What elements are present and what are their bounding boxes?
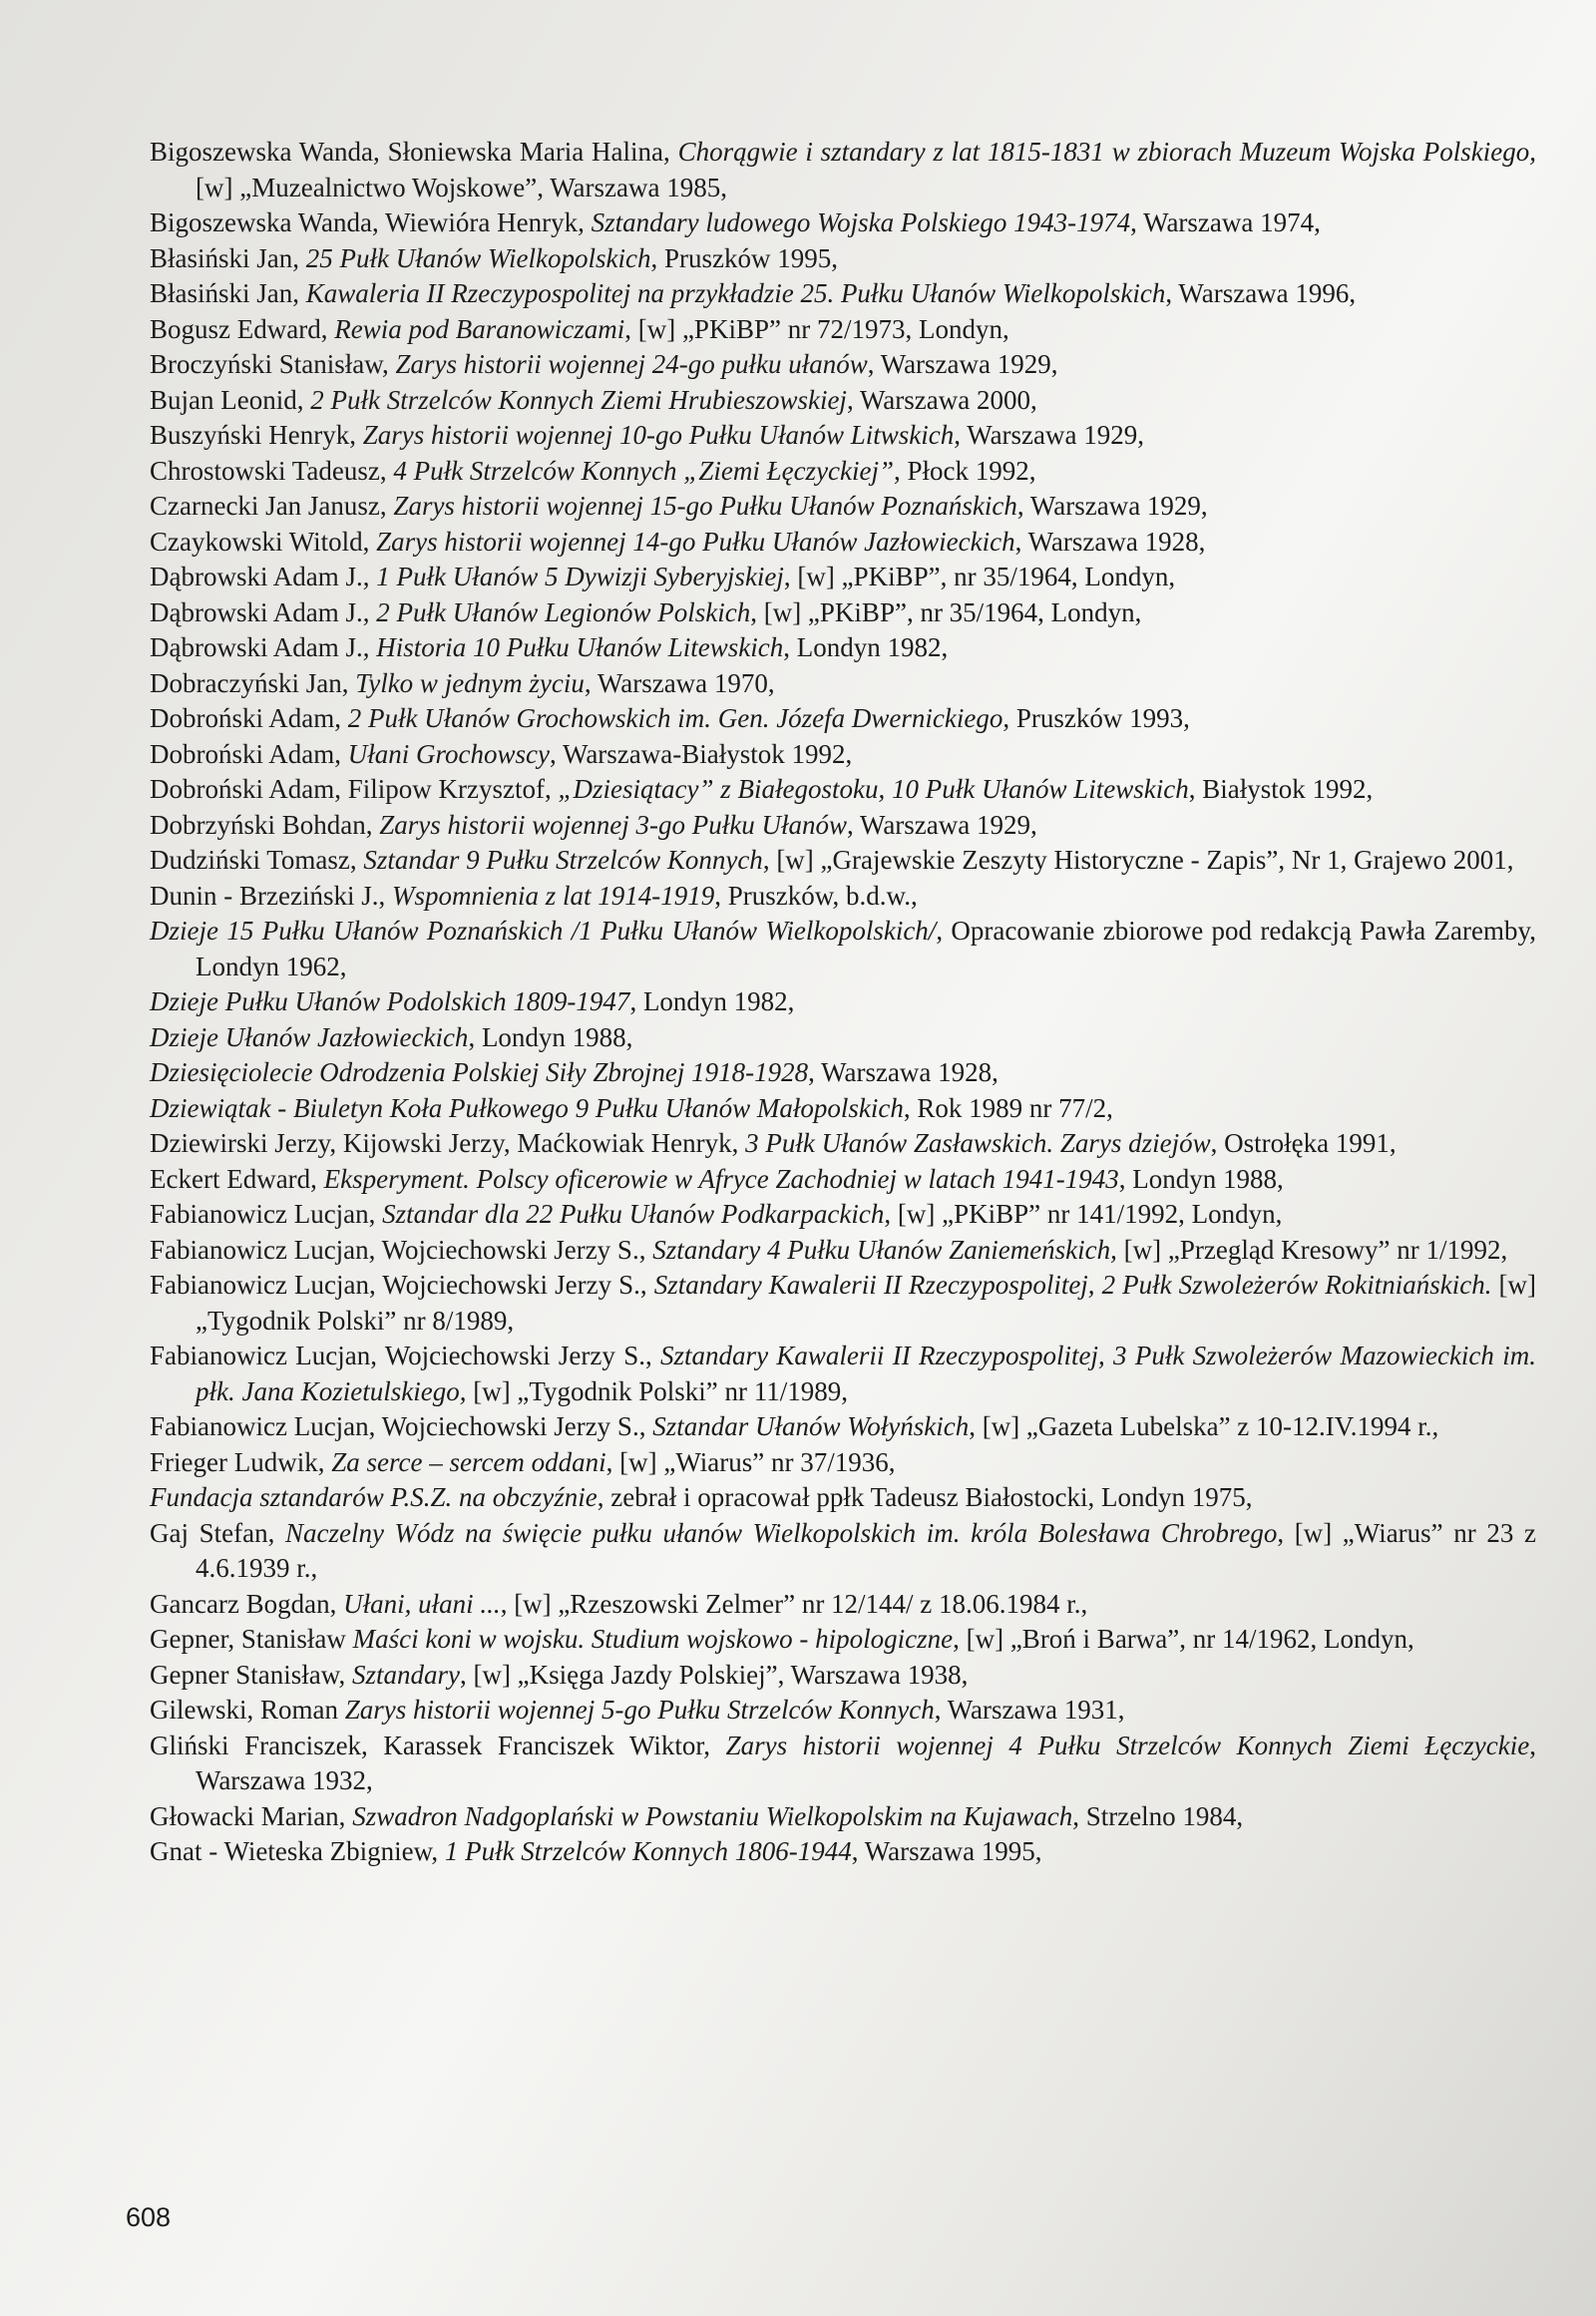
bibliography-entry (150, 843, 1536, 879)
entry-details: , Warszawa 1928, (1014, 526, 1206, 557)
bibliography-entry (150, 1622, 1536, 1658)
entry-author: Bigoszewska Wanda, Słoniewska Maria Halina, (150, 137, 678, 167)
bibliography-entry (150, 879, 1536, 915)
entry-details: , [w] „Broń i Barwa”, nr 14/1962, Londyn, (953, 1624, 1414, 1654)
entry-author: Czaykowski Witold, (150, 526, 377, 557)
entry-author: Dąbrowski Adam J., (150, 632, 377, 662)
entry-title: Sztandary ludowego Wojska Polskiego 1943-1974 (591, 207, 1131, 237)
entry-author: Gancarz Bogdan, (150, 1588, 344, 1619)
entry-details: , Strzelno 1984, (1072, 1800, 1244, 1831)
bibliography-entry (150, 772, 1536, 808)
entry-author: Dobroński Adam, Filipow Krzysztof, (150, 774, 559, 804)
entry-title: 2 Pułk Ułanów Grochowskich im. Gen. Józefa Dwernickiego (347, 703, 1003, 733)
entry-author: Bogusz Edward, (150, 313, 335, 344)
bibliography-entry (150, 383, 1536, 419)
bibliography-entry (150, 737, 1536, 773)
entry-author: Chrostowski Tadeusz, (150, 455, 394, 486)
entry-author: Fabianowicz Lucjan, Wojciechowski Jerzy S., (150, 1234, 653, 1265)
bibliography-entry (150, 489, 1536, 525)
entry-author: Frieger Ludwik, (150, 1446, 332, 1477)
entry-title: Zarys historii wojennej 3-go Pułku Ułanów (379, 809, 847, 840)
entry-details: , [w] „Rzeszowski Zelmer” nr 12/144/ z 18.06.1984 r., (500, 1588, 1088, 1619)
entry-title: Dzieje Pułku Ułanów Podolskich 1809-1947 (150, 986, 630, 1016)
entry-details: , [w] „Księga Jazdy Polskiej”, Warszawa 1938, (459, 1659, 969, 1690)
bibliography-entry (150, 1091, 1536, 1127)
entry-details: , Opracowanie zbiorowe pod redakcją Pawła Zaremby, Londyn 1962, (196, 916, 1536, 981)
entry-author: Bujan Leonid, (150, 384, 311, 415)
entry-details: [w] „Tygodnik Polski” nr 8/1989, (196, 1270, 1536, 1336)
entry-details: , Pruszków 1993, (1002, 703, 1190, 733)
entry-details: , [w] „PKiBP” nr 72/1973, Londyn, (624, 313, 1009, 344)
entry-title: Zarys historii wojennej 14-go Pułku Ułanów Jazłowieckich (376, 526, 1015, 557)
bibliography-entry (150, 1197, 1536, 1233)
entry-title: Sztandary 4 Pułku Ułanów Zaniemeńskich, (652, 1234, 1117, 1265)
entry-title: Historia 10 Pułku Ułanów Litewskich (376, 632, 784, 662)
bibliography-entry (150, 1799, 1536, 1835)
bibliography-entry (150, 241, 1536, 277)
bibliography-entry (150, 1339, 1536, 1409)
entry-author: Fabianowicz Lucjan, Wojciechowski Jerzy S., (150, 1341, 661, 1370)
entry-details: , Pruszków 1995, (650, 242, 838, 273)
entry-author: Dobroński Adam, (150, 738, 348, 769)
entry-author: Bigoszewska Wanda, Wiewióra Henryk, (150, 207, 592, 237)
entry-title: Zarys historii wojennej 5-go Pułku Strzelców Konnych (344, 1695, 935, 1725)
entry-author: Buszyński Henryk, (150, 420, 363, 450)
entry-title: Sztandary (351, 1659, 460, 1690)
entry-details: , Londyn 1988, (468, 1021, 633, 1052)
bibliography-entry (150, 1587, 1536, 1623)
entry-title: Szwadron Nadgoplański w Powstaniu Wielkopolskim na Kujawach (352, 1800, 1073, 1831)
entry-title: Zarys historii wojennej 10-go Pułku Ułanów Litwskich (362, 420, 955, 450)
entry-title: Wspomnienia z lat 1914-1919 (391, 880, 715, 911)
entry-details: , Białystok 1992, (1188, 774, 1374, 804)
bibliography-entry (150, 347, 1536, 383)
bibliography-entry (150, 135, 1536, 205)
bibliography-list (150, 135, 1536, 1870)
entry-title: 25 Pułk Ułanów Wielkopolskich (305, 242, 651, 273)
entry-details: , Pruszków, b.d.w., (714, 880, 918, 911)
bibliography-entry (150, 666, 1536, 702)
entry-details: , Londyn 1982, (629, 986, 795, 1016)
entry-details: , Warszawa 1931, (934, 1695, 1125, 1725)
entry-title: Sztandar 9 Pułku Strzelców Konnych (363, 845, 763, 875)
page-number: 608 (126, 2202, 172, 2232)
entry-details: , [w] „Gazeta Lubelska” z 10-12.IV.1994 r., (969, 1411, 1439, 1441)
entry-details: , Warszawa 1929, (1016, 491, 1208, 521)
bibliography-entry (150, 1055, 1536, 1091)
entry-title: 3 Pułk Ułanów Zasławskich. Zarys dziejów (745, 1128, 1211, 1158)
entry-author: Fabianowicz Lucjan, (150, 1199, 383, 1229)
entry-details: , Londyn 1982, (783, 632, 949, 662)
bibliography-entry (150, 808, 1536, 844)
entry-title: 1 Pułk Ułanów 5 Dywizji Syberyjskiej (376, 562, 784, 591)
bibliography-entry (150, 914, 1536, 984)
entry-title: Naczelny Wódz na święcie pułku ułanów Wielkopolskich im. króla Bolesława Chrobrego (284, 1517, 1278, 1548)
entry-details: , Warszawa 1928, (808, 1057, 998, 1087)
entry-author: Dunin - Brzeziński J., (150, 880, 392, 911)
entry-details: , Londyn 1988, (1118, 1163, 1284, 1194)
entry-title: Zarys historii wojennej 24-go pułku ułanów (395, 349, 868, 379)
entry-details: , Warszawa 1974, (1130, 207, 1321, 237)
entry-author: Dobraczyński Jan, (150, 667, 356, 698)
bibliography-entry (150, 595, 1536, 631)
entry-author: Czarnecki Jan Janusz, (150, 491, 394, 521)
entry-details: [w] „Tygodnik Polski” nr 11/1989, (466, 1375, 849, 1406)
entry-details: , zebrał i opracował ppłk Tadeusz Białostocki, Londyn 1975, (597, 1482, 1253, 1512)
entry-details: , [w] „Wiarus” nr 37/1936, (605, 1446, 896, 1477)
entry-author: Dobrzyński Bohdan, (150, 809, 380, 840)
entry-title: Ułani, ułani ... (343, 1588, 501, 1619)
entry-title: 4 Pułk Strzelców Konnych „Ziemi Łęczyckiej” (393, 455, 895, 486)
bibliography-entry (150, 1658, 1536, 1694)
bibliography-entry (150, 1268, 1536, 1339)
entry-title: Maści koni w wojsku. Studium wojskowo - hipologiczne (352, 1624, 954, 1654)
entry-details: , Warszawa 1970, (584, 667, 775, 698)
entry-title: „Dziesiątacy” z Białegostoku, 10 Pułk Ułanów Litewskich (558, 774, 1189, 804)
entry-details: , Warszawa 1929, (846, 809, 1037, 840)
entry-title: Fundacja sztandarów P.S.Z. na obczyźnie (150, 1482, 598, 1512)
entry-author: Broczyński Stanisław, (150, 349, 396, 379)
entry-title: Sztandary Kawalerii II Rzeczypospolitej, 3 Pułk Szwoleżerów Mazowieckich im. płk. Jana Kozietulskiego, (196, 1341, 1536, 1406)
bibliography-entry (150, 701, 1536, 737)
entry-details: , Warszawa 1995, (851, 1836, 1042, 1866)
entry-title: Zarys historii wojennej 15-go Pułku Ułanów Poznańskich (393, 491, 1017, 521)
entry-title: Zarys historii wojennej 4 Pułku Strzelców Konnych Ziemi Łęczyckie (725, 1730, 1530, 1760)
entry-title: 2 Pułk Strzelców Konnych Ziemi Hrubieszowskiej (310, 384, 847, 415)
entry-details: , Warszawa 1929, (867, 349, 1058, 379)
bibliography-entry (150, 205, 1536, 241)
bibliography-entry (150, 1480, 1536, 1516)
entry-details: , [w] „PKiBP”, nr 35/1964, Londyn, (750, 596, 1142, 627)
entry-title: Sztandar Ułanów Wołyńskich (652, 1411, 970, 1441)
entry-author: Fabianowicz Lucjan, Wojciechowski Jerzy S., (150, 1411, 653, 1441)
entry-title: Kawaleria II Rzeczypospolitej na przykładzie 25. Pułku Ułanów Wielkopolskich (305, 278, 1166, 308)
bibliography-entry (150, 1693, 1536, 1729)
bibliography-entry (150, 1409, 1536, 1445)
bibliography-entry (150, 630, 1536, 666)
entry-details: , [w] „Wiarus” nr 23 z 4.6.1939 r., (196, 1517, 1536, 1583)
entry-author: Gepner, Stanisław (150, 1624, 353, 1654)
bibliography-entry (150, 454, 1536, 490)
entry-author: Błasiński Jan, (150, 242, 306, 273)
entry-author: Dobroński Adam, (150, 703, 348, 733)
entry-title: Rewia pod Baranowiczami (334, 313, 625, 344)
entry-author: Głowacki Marian, (150, 1800, 353, 1831)
entry-title: 2 Pułk Ułanów Legionów Polskich (376, 596, 751, 627)
entry-title: Eksperyment. Polscy oficerowie w Afryce Zachodniej w latach 1941-1943 (323, 1163, 1119, 1194)
entry-author: Dąbrowski Adam J., (150, 562, 377, 591)
bibliography-entry (150, 1729, 1536, 1799)
entry-author: Dziewirski Jerzy, Kijowski Jerzy, Maćkowiak Henryk, (150, 1128, 746, 1158)
bibliography-entry (150, 312, 1536, 348)
entry-author: Eckert Edward, (150, 1163, 324, 1194)
entry-author: Gilewski, Roman (150, 1695, 345, 1725)
entry-author: Gnat - Wieteska Zbigniew, (150, 1836, 445, 1866)
entry-author: Fabianowicz Lucjan, Wojciechowski Jerzy S., (150, 1270, 654, 1300)
entry-title: 1 Pułk Strzelców Konnych 1806-1944 (444, 1836, 852, 1866)
bibliography-entry (150, 1834, 1536, 1870)
entry-title: Sztandar dla 22 Pułku Ułanów Podkarpackich (382, 1199, 885, 1229)
bibliography-entry (150, 1445, 1536, 1481)
bibliography-entry (150, 984, 1536, 1020)
entry-author: Gaj Stefan, (150, 1517, 285, 1548)
entry-author: Dąbrowski Adam J., (150, 596, 377, 627)
entry-details: , Warszawa 1929, (954, 420, 1145, 450)
bibliography-entry (150, 560, 1536, 595)
entry-details: , Warszawa 1932, (196, 1730, 1536, 1795)
entry-details: [w] „Przegląd Kresowy” nr 1/1992, (1116, 1234, 1508, 1265)
entry-details: , Płock 1992, (894, 455, 1036, 486)
entry-details: , [w] „PKiBP”, nr 35/1964, Londyn, (783, 562, 1176, 591)
bibliography-entry (150, 1020, 1536, 1056)
entry-details: , Warszawa-Białystok 1992, (549, 738, 853, 769)
entry-details: , Warszawa 1996, (1165, 278, 1357, 308)
bibliography-entry (150, 1516, 1536, 1587)
entry-title: Dzieje Ułanów Jazłowieckich (150, 1021, 469, 1052)
entry-details: , Rok 1989 nr 77/2, (903, 1092, 1113, 1123)
bibliography-entry (150, 418, 1536, 454)
bibliography-entry (150, 276, 1536, 312)
bibliography-entry (150, 525, 1536, 561)
entry-title: Dziewiątak - Biuletyn Koła Pułkowego 9 Pułku Ułanów Małopolskich (150, 1092, 904, 1123)
entry-author: Błasiński Jan, (150, 278, 306, 308)
entry-author: Gepner Stanisław, (150, 1659, 352, 1690)
entry-title: Sztandary Kawalerii II Rzeczypospolitej, 2 Pułk Szwoleżerów Rokitniańskich. (653, 1270, 1492, 1300)
entry-author: Gliński Franciszek, Karassek Franciszek Wiktor, (150, 1730, 726, 1760)
entry-title: Dzieje 15 Pułku Ułanów Poznańskich /1 Pułku Ułanów Wielkopolskich/ (150, 916, 937, 946)
bibliography-entry (150, 1162, 1536, 1198)
bibliography-entry (150, 1233, 1536, 1269)
entry-details: , Warszawa 2000, (846, 384, 1037, 415)
entry-title: Za serce – sercem oddani (331, 1446, 606, 1477)
entry-details: , [w] „Grajewskie Zeszyty Historyczne - Zapis”, Nr 1, Grajewo 2001, (762, 845, 1514, 875)
entry-details: , Ostrołęka 1991, (1210, 1128, 1396, 1158)
entry-title: Dziesięciolecie Odrodzenia Polskiej Siły Zbrojnej 1918-1928 (150, 1057, 809, 1087)
bibliography-entry (150, 1126, 1536, 1162)
entry-details: , [w] „PKiBP” nr 141/1992, Londyn, (884, 1199, 1283, 1229)
entry-details: [w] „Muzealnictwo Wojskowe”, Warszawa 1985, (196, 172, 727, 202)
entry-author: Dudziński Tomasz, (150, 845, 364, 875)
entry-title: Tylko w jednym życiu (355, 667, 585, 698)
entry-title: Chorągwie i sztandary z lat 1815-1831 w zbiorach Muzeum Wojska Polskiego, (677, 137, 1536, 167)
entry-title: Ułani Grochowscy (347, 738, 550, 769)
